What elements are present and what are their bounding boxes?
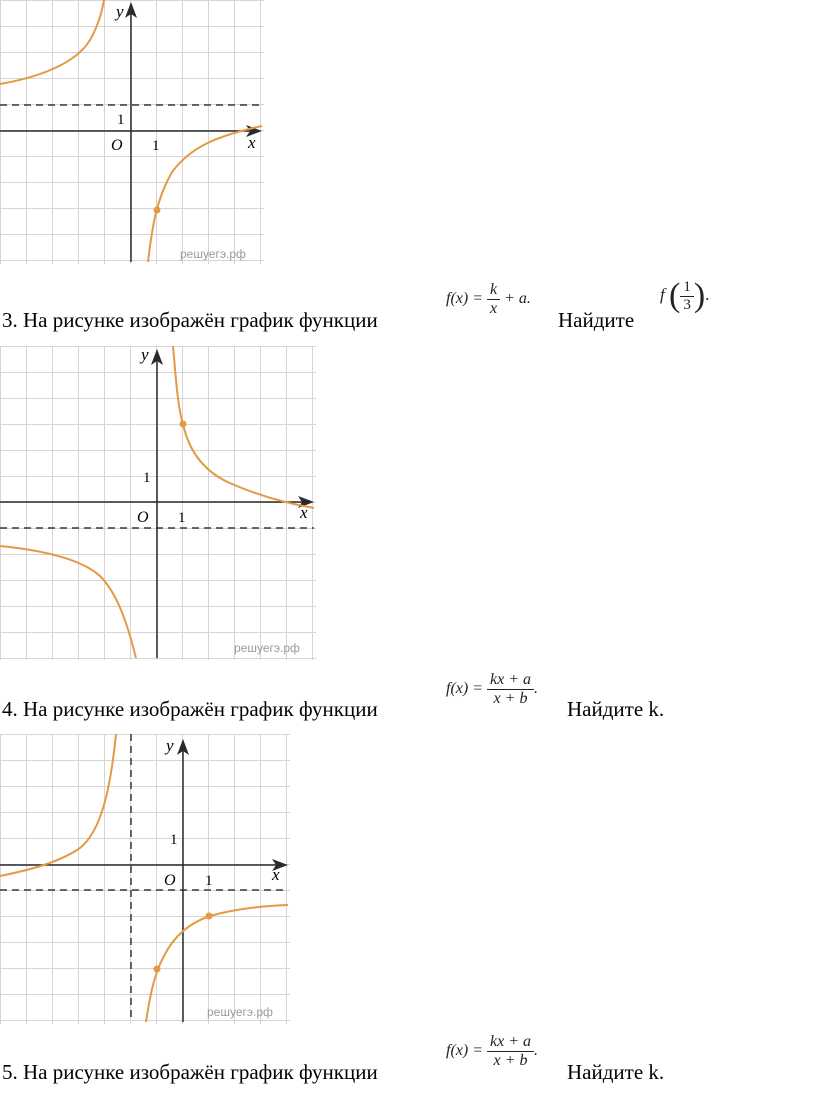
x-tick-label: 1	[178, 510, 186, 526]
problem-3	[2, 308, 378, 332]
x-axis-label: x	[272, 865, 280, 884]
watermark: решуегэ.рф	[234, 641, 300, 655]
problem-4	[2, 697, 378, 721]
find-denominator: 3	[683, 296, 691, 313]
marked-point	[154, 207, 161, 214]
problem-4-text: 4. На рисунке изображён график функции	[2, 697, 378, 721]
problem-3-text: 3. На рисунке изображён график функции	[2, 308, 378, 332]
graph-3	[0, 734, 290, 1024]
formula-fraction	[487, 671, 534, 708]
y-axis-label: y	[166, 736, 174, 755]
marked-point	[180, 421, 187, 428]
watermark: решуегэ.рф	[207, 1005, 273, 1019]
formula-fraction	[487, 281, 500, 318]
marked-point-2	[206, 913, 213, 920]
find-fraction	[680, 279, 694, 314]
watermark: решуегэ.рф	[180, 247, 246, 261]
y-tick-label: 1	[117, 112, 125, 128]
x-tick-label: 1	[205, 873, 213, 889]
formula-tail: .	[534, 1042, 538, 1060]
x-axis-label: x	[300, 503, 308, 522]
formula-lhs: f(x) =	[446, 680, 483, 698]
formula-fraction	[487, 1033, 534, 1070]
y-axis-label: y	[116, 2, 124, 21]
problem-5	[2, 1060, 378, 1084]
origin-label: O	[164, 872, 176, 889]
problem-5-find-text: Найдите k.	[567, 1060, 665, 1084]
find-numerator: 1	[680, 279, 694, 297]
curve-right-branch	[173, 346, 314, 508]
formula-denominator: x	[490, 300, 498, 317]
x-axis-label: x	[248, 133, 256, 152]
formula-lhs: f(x) =	[446, 1042, 483, 1060]
graph-1	[0, 0, 264, 264]
find-end: .	[705, 284, 710, 304]
problem-5-text: 5. На рисунке изображён график функции	[2, 1060, 378, 1084]
curve-left-branch	[0, 734, 116, 876]
problem-5-formula	[446, 1033, 538, 1070]
formula-numerator: kx + a	[487, 671, 534, 690]
graph-2	[0, 346, 316, 660]
problem-4-find-text: Найдите k.	[567, 697, 665, 721]
find-function-name: f	[660, 284, 665, 304]
problem-3-find-expression: f ( $\frac{1}{3}$ ).	[660, 277, 710, 314]
marked-point-1	[154, 966, 161, 973]
origin-label: O	[137, 509, 149, 526]
origin-label: O	[111, 137, 123, 154]
formula-tail: .	[534, 680, 538, 698]
x-tick-label: 1	[152, 138, 160, 154]
graph-3-canvas	[0, 734, 290, 1024]
formula-denominator: x + b	[493, 690, 528, 707]
formula-numerator: kx + a	[487, 1033, 534, 1052]
formula-lhs: f(x) =	[446, 290, 483, 308]
formula-denominator: x + b	[493, 1052, 528, 1069]
problem-3-find-text: Найдите	[558, 308, 635, 332]
problem-4-formula	[446, 671, 538, 708]
graph-1-canvas	[0, 0, 264, 264]
curve-left-branch	[0, 546, 136, 658]
formula-tail: + a.	[504, 290, 531, 308]
y-tick-label: 1	[143, 470, 151, 486]
graph-2-canvas	[0, 346, 316, 660]
formula-numerator: k	[487, 281, 500, 300]
y-axis-label: y	[141, 346, 149, 364]
curve-right-branch	[148, 126, 262, 262]
y-tick-label: 1	[170, 832, 178, 848]
problem-3-formula	[446, 281, 531, 318]
